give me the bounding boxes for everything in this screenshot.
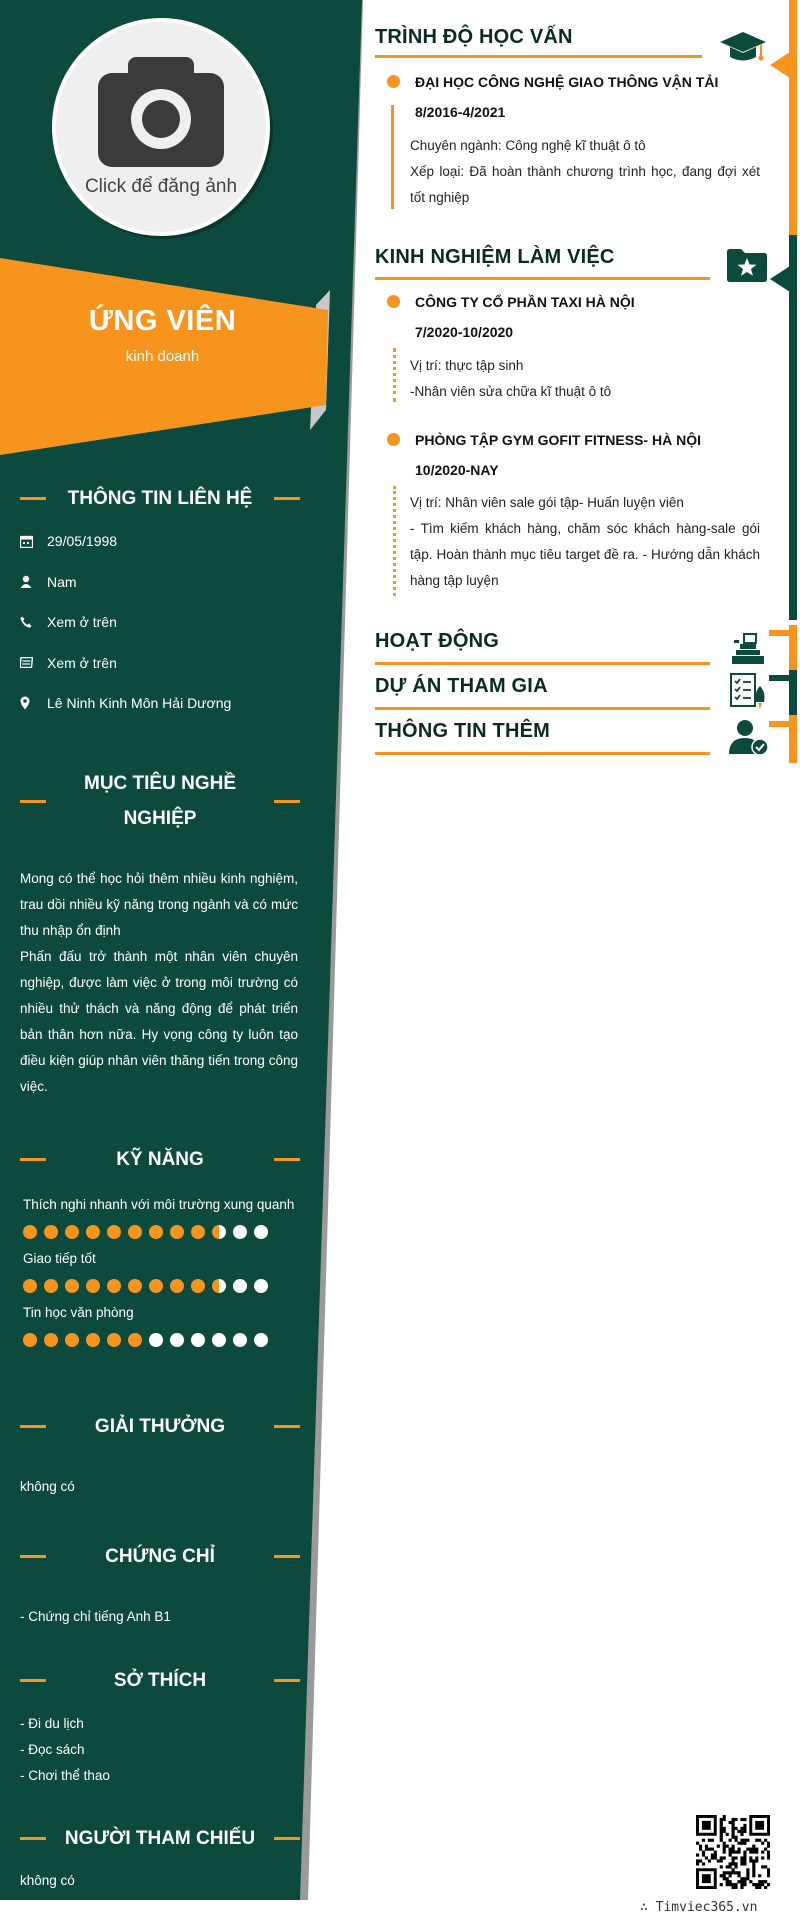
job-header — [415, 287, 755, 347]
skills-title-text: KỸ NĂNG — [116, 1149, 204, 1170]
skill-dot — [149, 1333, 163, 1347]
skill-dot — [191, 1279, 205, 1293]
email-icon — [20, 657, 33, 668]
skills-section-title — [20, 1142, 300, 1177]
qr-code[interactable] — [696, 1815, 770, 1889]
job-line: -Nhân viên sửa chữa kĩ thuật ô tô — [410, 384, 612, 399]
hobbies-title-text: SỞ THÍCH — [113, 1670, 207, 1691]
job-timeline — [393, 486, 396, 596]
skill-dot — [233, 1333, 247, 1347]
candidate-name: ỨNG VIÊN — [88, 305, 237, 337]
skill-dot — [65, 1279, 79, 1293]
gender-value: Nam — [47, 573, 77, 590]
right-edge-stripe — [789, 625, 797, 670]
podium-icon — [730, 630, 766, 666]
skill-dot — [107, 1279, 121, 1293]
checklist-rocket-icon — [729, 672, 769, 710]
skill-name: Tin học văn phòng — [23, 1305, 134, 1320]
skill-dot — [170, 1333, 184, 1347]
skill-dot — [149, 1279, 163, 1293]
education-major: Chuyên ngành: Công nghệ kĩ thuật ô tô — [410, 138, 646, 153]
education-underline — [375, 55, 702, 58]
certificates-title-text: CHỨNG CHỈ — [105, 1546, 215, 1567]
job-timeline — [393, 348, 396, 402]
location-pin-icon — [20, 696, 30, 710]
skill-dot — [191, 1333, 205, 1347]
job-details — [410, 490, 760, 594]
job-period: 10/2020-NAY — [415, 462, 499, 478]
skill-dot — [23, 1333, 37, 1347]
title-dash — [274, 497, 300, 500]
skill-dot — [128, 1333, 142, 1347]
job-line: Vị trí: Nhân viên sale gói tập- Huấn luyện viên — [410, 495, 684, 510]
camera-icon — [98, 57, 224, 169]
candidate-header — [0, 305, 325, 365]
project-marker — [769, 675, 789, 681]
hobby-item: - Đọc sách — [20, 1742, 85, 1757]
education-bullet — [387, 75, 400, 88]
skill-dot — [44, 1225, 58, 1239]
title-dash — [20, 1679, 46, 1682]
title-dash — [20, 1158, 46, 1161]
projects-underline — [375, 707, 710, 710]
footer-brand: ∴ Timviec365.vn — [640, 1900, 758, 1915]
skill-dot — [86, 1225, 100, 1239]
skill-item — [23, 1247, 313, 1301]
skill-rating — [23, 1271, 313, 1301]
hobbies-list — [20, 1711, 310, 1789]
photo-upload-label: Click để đăng ảnh — [84, 176, 238, 197]
experience-underline — [375, 277, 710, 280]
title-dash — [274, 1158, 300, 1161]
birthday-value: 29/05/1998 — [47, 533, 118, 550]
education-entry-header — [415, 67, 755, 127]
objective-paragraph-1: Mong có thể học hỏi thêm nhiều kinh nghiệm, trau dồi nhiều kỹ năng trong ngành và có mức thu nhập ổn định — [20, 871, 298, 938]
job-details — [410, 353, 760, 405]
job-line: Vị trí: thực tập sinh — [410, 358, 524, 373]
skill-dot — [233, 1279, 247, 1293]
activities-underline — [375, 662, 710, 665]
phone-value: Xem ở trên — [47, 614, 117, 631]
skill-dot — [149, 1225, 163, 1239]
skill-name: Thích nghi nhanh với môi trường xung quanh — [23, 1197, 295, 1212]
objective-section-title — [20, 766, 300, 836]
user-check-icon — [729, 718, 769, 756]
title-dash — [274, 1425, 300, 1428]
extra-info-title: THÔNG TIN THÊM — [375, 720, 551, 742]
skill-dot — [254, 1225, 268, 1239]
skill-dot — [128, 1279, 142, 1293]
title-dash — [274, 1837, 300, 1840]
job-bullet — [387, 433, 400, 446]
references-section-title — [20, 1821, 300, 1856]
title-dash — [274, 800, 300, 803]
education-timeline — [391, 105, 394, 209]
section-marker-arrow — [770, 266, 790, 292]
certificates-section-title — [20, 1539, 300, 1574]
title-dash — [20, 1555, 46, 1558]
right-edge-stripe — [789, 0, 797, 235]
contact-birthday — [20, 521, 310, 562]
activities-title: HOẠT ĐỘNG — [375, 630, 500, 652]
education-grade: Xếp loại: Đã hoàn thành chương trình học, đang đợi xét tốt nghiệp — [410, 164, 760, 205]
objective-title-line2: NGHIỆP — [123, 808, 197, 829]
skill-item — [23, 1301, 313, 1355]
phone-icon — [20, 616, 32, 628]
candidate-position: kinh doanh — [125, 348, 200, 365]
education-period: 8/2016-4/2021 — [415, 104, 506, 120]
contact-title-text: THÔNG TIN LIÊN HỆ — [67, 488, 253, 509]
job-line: - Tìm kiếm khách hàng, chăm sóc khách hàng-sale gói tập. Hoàn thành mục tiêu target đề ra. - Hướng dẫn khách hàng tập luyện — [410, 521, 760, 588]
extra-info-underline — [375, 752, 710, 755]
title-dash — [274, 1679, 300, 1682]
title-dash — [20, 800, 46, 803]
projects-title: DỰ ÁN THAM GIA — [375, 675, 548, 697]
title-dash — [20, 497, 46, 500]
education-title: TRÌNH ĐỘ HỌC VẤN — [375, 26, 573, 48]
job-company: CÔNG TY CỔ PHẦN TAXI HÀ NỘI — [415, 294, 635, 310]
skill-dot — [44, 1333, 58, 1347]
skills-list — [23, 1193, 313, 1355]
contact-phone[interactable] — [20, 602, 310, 643]
skill-dot — [23, 1279, 37, 1293]
skill-dot — [107, 1333, 121, 1347]
graduation-cap-icon — [720, 30, 766, 64]
job-header — [415, 425, 755, 485]
experience-title: KINH NGHIỆM LÀM VIỆC — [375, 246, 615, 268]
skill-item — [23, 1193, 313, 1247]
skill-rating — [23, 1325, 313, 1355]
skill-dot — [212, 1279, 226, 1293]
photo-upload[interactable] — [52, 18, 270, 236]
hobbies-section-title — [20, 1663, 300, 1698]
title-dash — [20, 1837, 46, 1840]
awards-title-text: GIẢI THƯỞNG — [94, 1416, 226, 1437]
folder-star-icon — [727, 248, 767, 282]
title-dash — [20, 1425, 46, 1428]
objective-title-line1: MỤC TIÊU NGHỀ — [84, 773, 236, 794]
calendar-icon — [20, 535, 33, 548]
awards-section-title — [20, 1409, 300, 1444]
right-edge-stripe — [789, 715, 797, 763]
objective-paragraph-2: Phấn đấu trở thành một nhân viên chuyên nghiệp, được làm việc ở trong môi trường có nhiều thử thách và năng động để phát triển bản thân hơn nữa. Hy vọng công ty luôn tạo điều kiện giúp nhân viên thăng tiến trong công việc. — [20, 949, 298, 1094]
skill-dot — [107, 1225, 121, 1239]
job-bullet — [387, 295, 400, 308]
skill-dot — [23, 1225, 37, 1239]
contact-address — [20, 683, 310, 724]
awards-text: không có — [20, 1479, 75, 1494]
skill-dot — [191, 1225, 205, 1239]
skill-name: Giao tiếp tốt — [23, 1251, 96, 1266]
contact-section-title — [20, 481, 300, 516]
skill-dot — [86, 1333, 100, 1347]
job-period: 7/2020-10/2020 — [415, 324, 514, 340]
skill-dot — [65, 1333, 79, 1347]
extra-marker — [769, 721, 789, 727]
skill-dot — [65, 1225, 79, 1239]
skill-dot — [170, 1225, 184, 1239]
contact-list — [20, 521, 310, 724]
objective-text — [20, 866, 298, 1100]
hobby-item: - Đi du lịch — [20, 1716, 84, 1731]
skill-dot — [128, 1225, 142, 1239]
education-details — [410, 133, 760, 211]
skill-dot — [254, 1279, 268, 1293]
skill-dot — [233, 1225, 247, 1239]
references-text: không có — [20, 1873, 75, 1888]
activity-marker — [769, 630, 789, 636]
job-company: PHÒNG TẬP GYM GOFIT FITNESS- HÀ NỘI — [415, 432, 701, 448]
section-marker-arrow — [770, 52, 790, 78]
references-title-text: NGƯỜI THAM CHIẾU — [64, 1828, 256, 1849]
objective-title-text — [46, 766, 274, 836]
school-name: ĐẠI HỌC CÔNG NGHỆ GIAO THÔNG VẬN TẢI — [415, 74, 719, 90]
address-value: Lê Ninh Kinh Môn Hải Dương — [47, 695, 232, 712]
email-value: Xem ở trên — [47, 654, 117, 671]
hobby-item: - Chơi thể thao — [20, 1768, 110, 1783]
skill-dot — [212, 1333, 226, 1347]
skill-dot — [254, 1333, 268, 1347]
title-dash — [274, 1555, 300, 1558]
certificates-text: - Chứng chỉ tiếng Anh B1 — [20, 1609, 171, 1624]
contact-email[interactable] — [20, 643, 310, 684]
skill-dot — [170, 1279, 184, 1293]
skill-dot — [44, 1279, 58, 1293]
skill-dot — [212, 1225, 226, 1239]
skill-rating — [23, 1217, 313, 1247]
right-edge-stripe — [789, 235, 797, 620]
user-icon — [20, 575, 32, 588]
right-edge-stripe — [789, 670, 797, 715]
contact-gender — [20, 562, 310, 603]
skill-dot — [86, 1279, 100, 1293]
